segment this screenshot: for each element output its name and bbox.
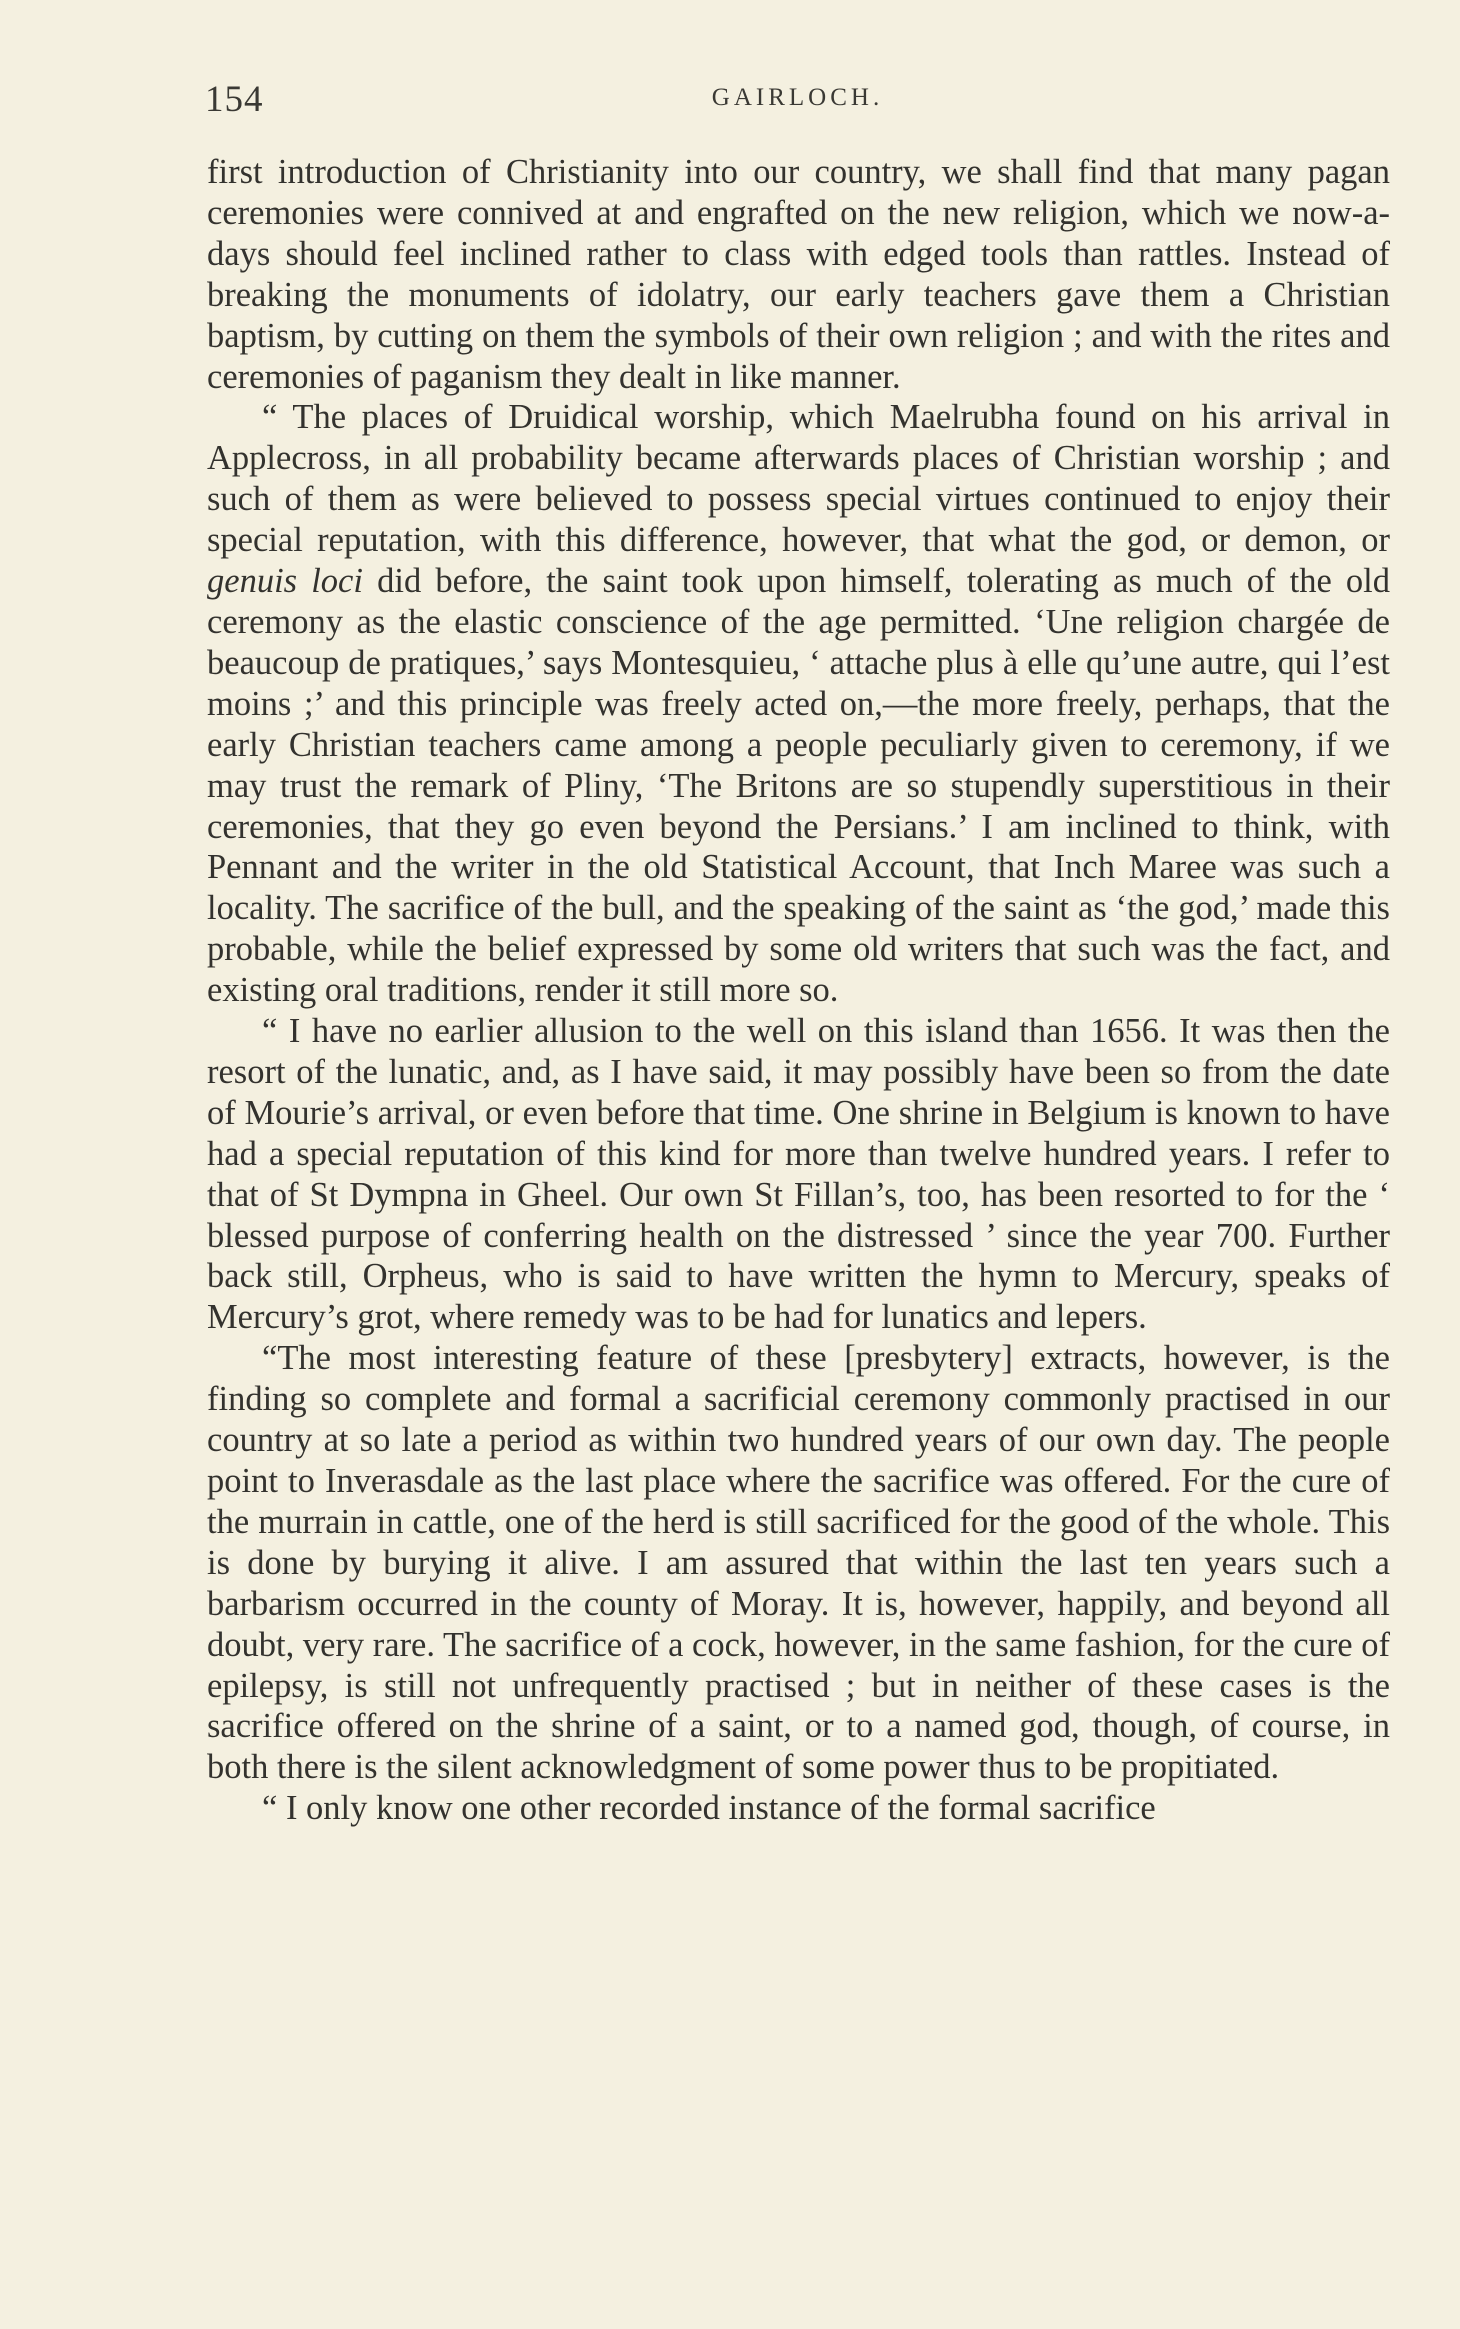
body-text [207, 152, 1390, 1829]
paragraph-christian-introduction: first introduction of Christianity into our country, we shall find that many pagan ceremonies were connived at and engrafted on the new religion, which we now-a-days should feel inclined rather to class with edged tools than rattles. Instead of breaking the monuments of idolatry, our early teachers gave them a Christian baptism, by cutting on them the symbols of their own religion ; and with the rites and ceremonies of paganism they dealt in like manner. [207, 153, 1390, 396]
paragraph-text-after-emphasis: did before, the saint took upon himself, tolerating as much of the old ceremony as the elastic conscience of the age permitted. ‘Une religion chargée de beaucoup de pratiques,’ says Montesquieu, ‘ attache plus à elle qu’une autre, qui l’est moins ;’ and this principle was freely acted on,—the more freely, perhaps, that the early Christian teachers came among a people peculiarly given to ceremony, if we may trust the remark of Pliny, ‘The Britons are so stupendly superstitious in their ceremonies, that they go even beyond the Persians.’ I am inclined to think, with Pennant and the writer in the old Statistical Account, that Inch Maree was such a locality. The sacrifice of the bull, and the speaking of the saint as ‘the god,’ made this probable, while the belief expressed by some old writers that such was the fact, and existing oral traditions, render it still more so. [207, 562, 1390, 1010]
paragraph-text-before-emphasis: “ The places of Druidical worship, which Maelrubha found on his arrival in Applecross, in all probability became afterwards places of Christian worship ; and such of them as were believed to possess special virtues continued to enjoy their special reputation, with this difference, however, that what the god, or demon, or [207, 398, 1390, 560]
italic-phrase: genuis loci [207, 562, 363, 601]
running-title: GAIRLOCH. [711, 84, 884, 111]
page-number: 154 [205, 79, 264, 120]
paragraph-other-instance: “ I only know one other recorded instance of the formal sacrifice [262, 1789, 1156, 1828]
paragraph-druidical-worship [207, 397, 1390, 1011]
running-header [205, 78, 1390, 128]
paragraph-presbytery-extracts: “The most interesting feature of these [presbytery] extracts, however, is the finding so complete and formal a sacrificial ceremony commonly practised in our country at so late a period as within two hundred years of our own day. The people point to Inverasdale as the last place where the sacrifice was offered. For the cure of the murrain in cattle, one of the herd is still sacrificed for the good of the whole. This is done by burying it alive. I am assured that within the last ten years such a barbarism occurred in the county of Moray. It is, however, happily, and beyond all doubt, very rare. The sacrifice of a cock, however, in the same fashion, for the cure of epilepsy, is still not unfrequently practised ; but in neither of these cases is the sacrifice offered on the shrine of a saint, or to a named god, though, of course, in both there is the silent acknowledgment of some power thus to be propitiated. [207, 1339, 1390, 1787]
paragraph-island-well: “ I have no earlier allusion to the well on this island than 1656. It was then the resort of the lunatic, and, as I have said, it may possibly have been so from the date of Mourie’s arrival, or even before that time. One shrine in Belgium is known to have had a special reputation of this kind for more than twelve hundred years. I refer to that of St Dympna in Gheel. Our own St Fillan’s, too, has been resorted to for the ‘ blessed purpose of conferring health on the distressed ’ since the year 700. Further back still, Orpheus, who is said to have written the hymn to Mercury, speaks of Mercury’s grot, where remedy was to be had for lunatics and lepers. [207, 1012, 1390, 1337]
